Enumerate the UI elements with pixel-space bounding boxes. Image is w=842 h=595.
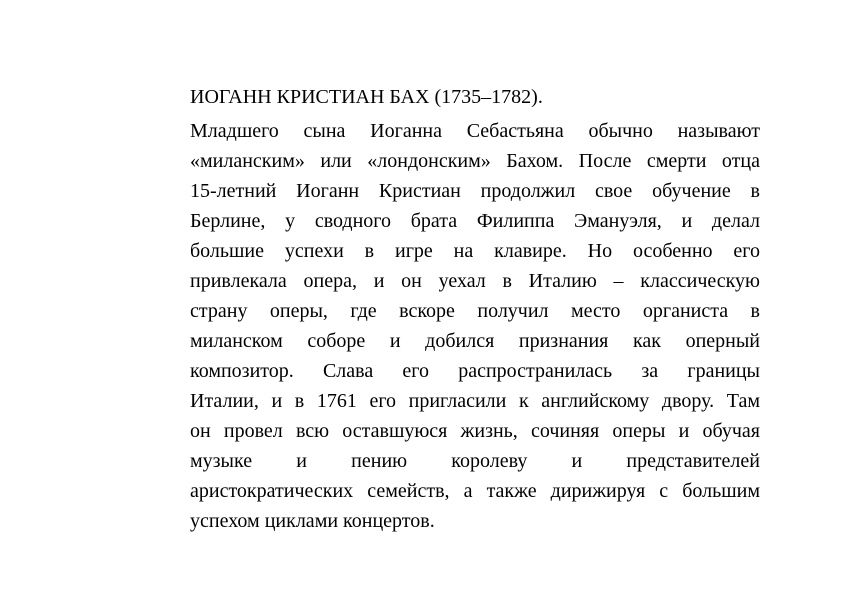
paragraph-line: успехом циклами концертов.: [190, 510, 435, 532]
paragraph-line: «миланским» или «лондонским» Бахом. После смерти отца: [190, 150, 760, 172]
paragraph-line: Италии, и в 1761 его пригласили к английскому двору. Там: [190, 390, 760, 412]
paragraph-line: миланском соборе и добился признания как оперный: [190, 330, 760, 352]
paragraph-line: 15-летний Иоганн Кристиан продолжил свое обучение в: [190, 180, 760, 202]
paragraph-line: он провел всю оставшуюся жизнь, сочиняя оперы и обучая: [190, 420, 760, 442]
paragraph-line: большие успехи в игре на клавире. Но особенно его: [190, 240, 760, 262]
paragraph-line: Младшего сына Иоганна Себастьяна обычно называют: [190, 120, 760, 142]
paragraph-line: Берлине, у сводного брата Филиппа Эмануэля, и делал: [190, 210, 760, 232]
paragraph-line: страну оперы, где вскоре получил место органиста в: [190, 300, 760, 322]
paragraph-line: музыке и пению королеву и представителей: [190, 450, 760, 472]
paragraph-line: аристократических семейств, а также дирижируя с большим: [190, 480, 760, 502]
document-body: [190, 84, 760, 536]
paragraph-line: привлекала опера, и он уехал в Италию – классическую: [190, 270, 760, 292]
document-title: ИОГАНН КРИСТИАН БАХ (1735–1782).: [190, 86, 543, 108]
paragraph-line: композитор. Слава его распространилась за границы: [190, 360, 760, 382]
